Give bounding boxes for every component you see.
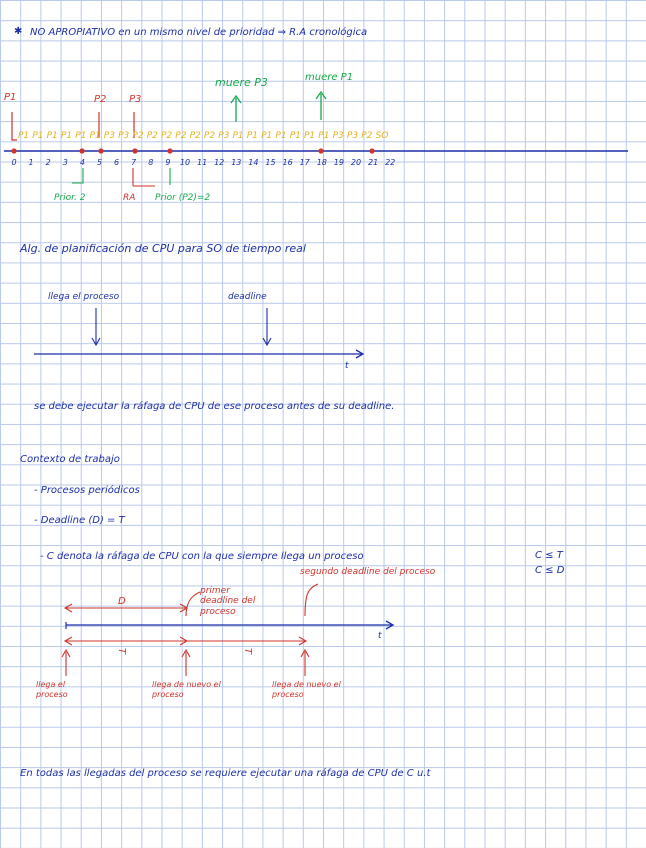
tick-label: 17	[299, 158, 310, 167]
realtime-axis-label: t	[345, 361, 349, 371]
process-cell: P1	[18, 131, 30, 141]
process-cell: P1	[75, 131, 87, 141]
tick-label: 10	[179, 158, 191, 167]
label-p1-arrival: P1	[4, 92, 17, 103]
process-cell: P1	[60, 131, 73, 141]
tick-label: 18	[316, 158, 327, 167]
process-cell: P2	[132, 131, 144, 141]
process-cell: P1	[32, 131, 44, 141]
process-cell: P2	[175, 131, 187, 141]
tick-label: 21	[368, 158, 379, 167]
note-ra: RA	[123, 193, 136, 203]
tick-label: 13	[231, 158, 242, 167]
tick-label: 19	[333, 158, 344, 167]
note-prior2: Prior. 2	[54, 193, 86, 203]
tick-label: 3	[62, 158, 68, 167]
realtime-statement: se debe ejecutar la ráfaga de CPU de ese proceso antes de su deadline.	[34, 401, 395, 412]
tick-label: 7	[131, 158, 137, 167]
d-label: D	[118, 596, 126, 607]
process-cell: P1	[232, 131, 244, 141]
arrive-label-2: llega de nuevo el proceso	[152, 680, 221, 699]
label-p1-death: muere P1	[305, 72, 354, 83]
tick-label: 16	[282, 158, 293, 167]
arrive-label-3: llega de nuevo el proceso	[272, 680, 341, 699]
tick-label: 20	[350, 158, 362, 167]
label-deadline: deadline	[228, 292, 267, 302]
label-p3-arrival: P3	[129, 94, 142, 105]
process-cell: P2	[203, 131, 216, 141]
page-title: NO APROPIATIVO en un mismo nivel de prioridad ⇒ R.A cronológica	[30, 27, 368, 38]
tick-label: 6	[114, 158, 120, 167]
tick-label: 15	[265, 158, 276, 167]
process-cell: P1	[289, 131, 301, 141]
process-cell: P2	[146, 131, 158, 141]
process-cell: P3	[103, 131, 115, 141]
tick-label: 5	[96, 158, 103, 167]
bullet-deadline: - Deadline (D) = T	[34, 515, 125, 526]
label-p2-arrival: P2	[94, 94, 107, 105]
process-cell: P1	[275, 131, 287, 141]
second-deadline-label: segundo deadline del proceso	[300, 567, 436, 577]
process-cell: P1	[246, 131, 258, 141]
footer-statement: En todas las llegadas del proceso se requiere ejecutar una ráfaga de CPU de C u.t	[20, 768, 431, 779]
process-cell: P2	[189, 131, 201, 141]
process-cell: SO	[375, 131, 389, 141]
arrow-second-deadline	[305, 584, 318, 616]
process-cell: P3	[218, 131, 230, 141]
process-cell: P1	[261, 131, 273, 141]
tick-label: 11	[197, 158, 208, 167]
periodic-axis-label: t	[378, 631, 382, 641]
process-cell: P3	[346, 131, 359, 141]
tick-label: 2	[45, 158, 51, 167]
tick-label: 4	[79, 158, 85, 167]
bullet-periodic: - Procesos periódicos	[34, 485, 140, 496]
condition-c-le-t: C ≤ T	[535, 550, 563, 561]
arrive-label-1: llega el proceso	[36, 680, 68, 699]
label-arrive: llega el proceso	[48, 292, 120, 302]
tick-label: 12	[214, 158, 225, 167]
t-label-1: T	[116, 647, 128, 655]
tick-label: 9	[165, 158, 171, 167]
process-cell: P3	[118, 131, 130, 141]
process-cell: P2	[161, 131, 173, 141]
process-cell: P2	[361, 131, 373, 141]
title-marker: ✱	[14, 26, 23, 37]
process-cell: P3	[332, 131, 344, 141]
note-prior-p2: Prior (P2)=2	[155, 193, 211, 203]
label-p3-death: muere P3	[215, 76, 268, 89]
tick-label: 22	[385, 158, 396, 167]
realtime-heading: Alg. de planificación de CPU para SO de tiempo real	[20, 242, 306, 255]
context-heading: Contexto de trabajo	[20, 454, 120, 465]
process-cell: P1	[304, 131, 316, 141]
first-deadline-label: primer deadline del proceso	[200, 586, 256, 617]
tick-label: 8	[148, 158, 154, 167]
bullet-cpu-burst: - C denota la ráfaga de CPU con la que siempre llega un proceso	[40, 551, 364, 562]
process-cell: P1	[89, 131, 101, 141]
process-cell: P1	[46, 131, 58, 141]
tick-label: 0	[11, 158, 17, 167]
arrow-first-deadline	[186, 592, 200, 616]
tick-label: 14	[248, 158, 259, 167]
process-cell: P1	[318, 131, 330, 141]
t-label-2: T	[242, 647, 254, 655]
tick-label: 1	[28, 158, 34, 167]
condition-c-le-d: C ≤ D	[535, 565, 565, 576]
